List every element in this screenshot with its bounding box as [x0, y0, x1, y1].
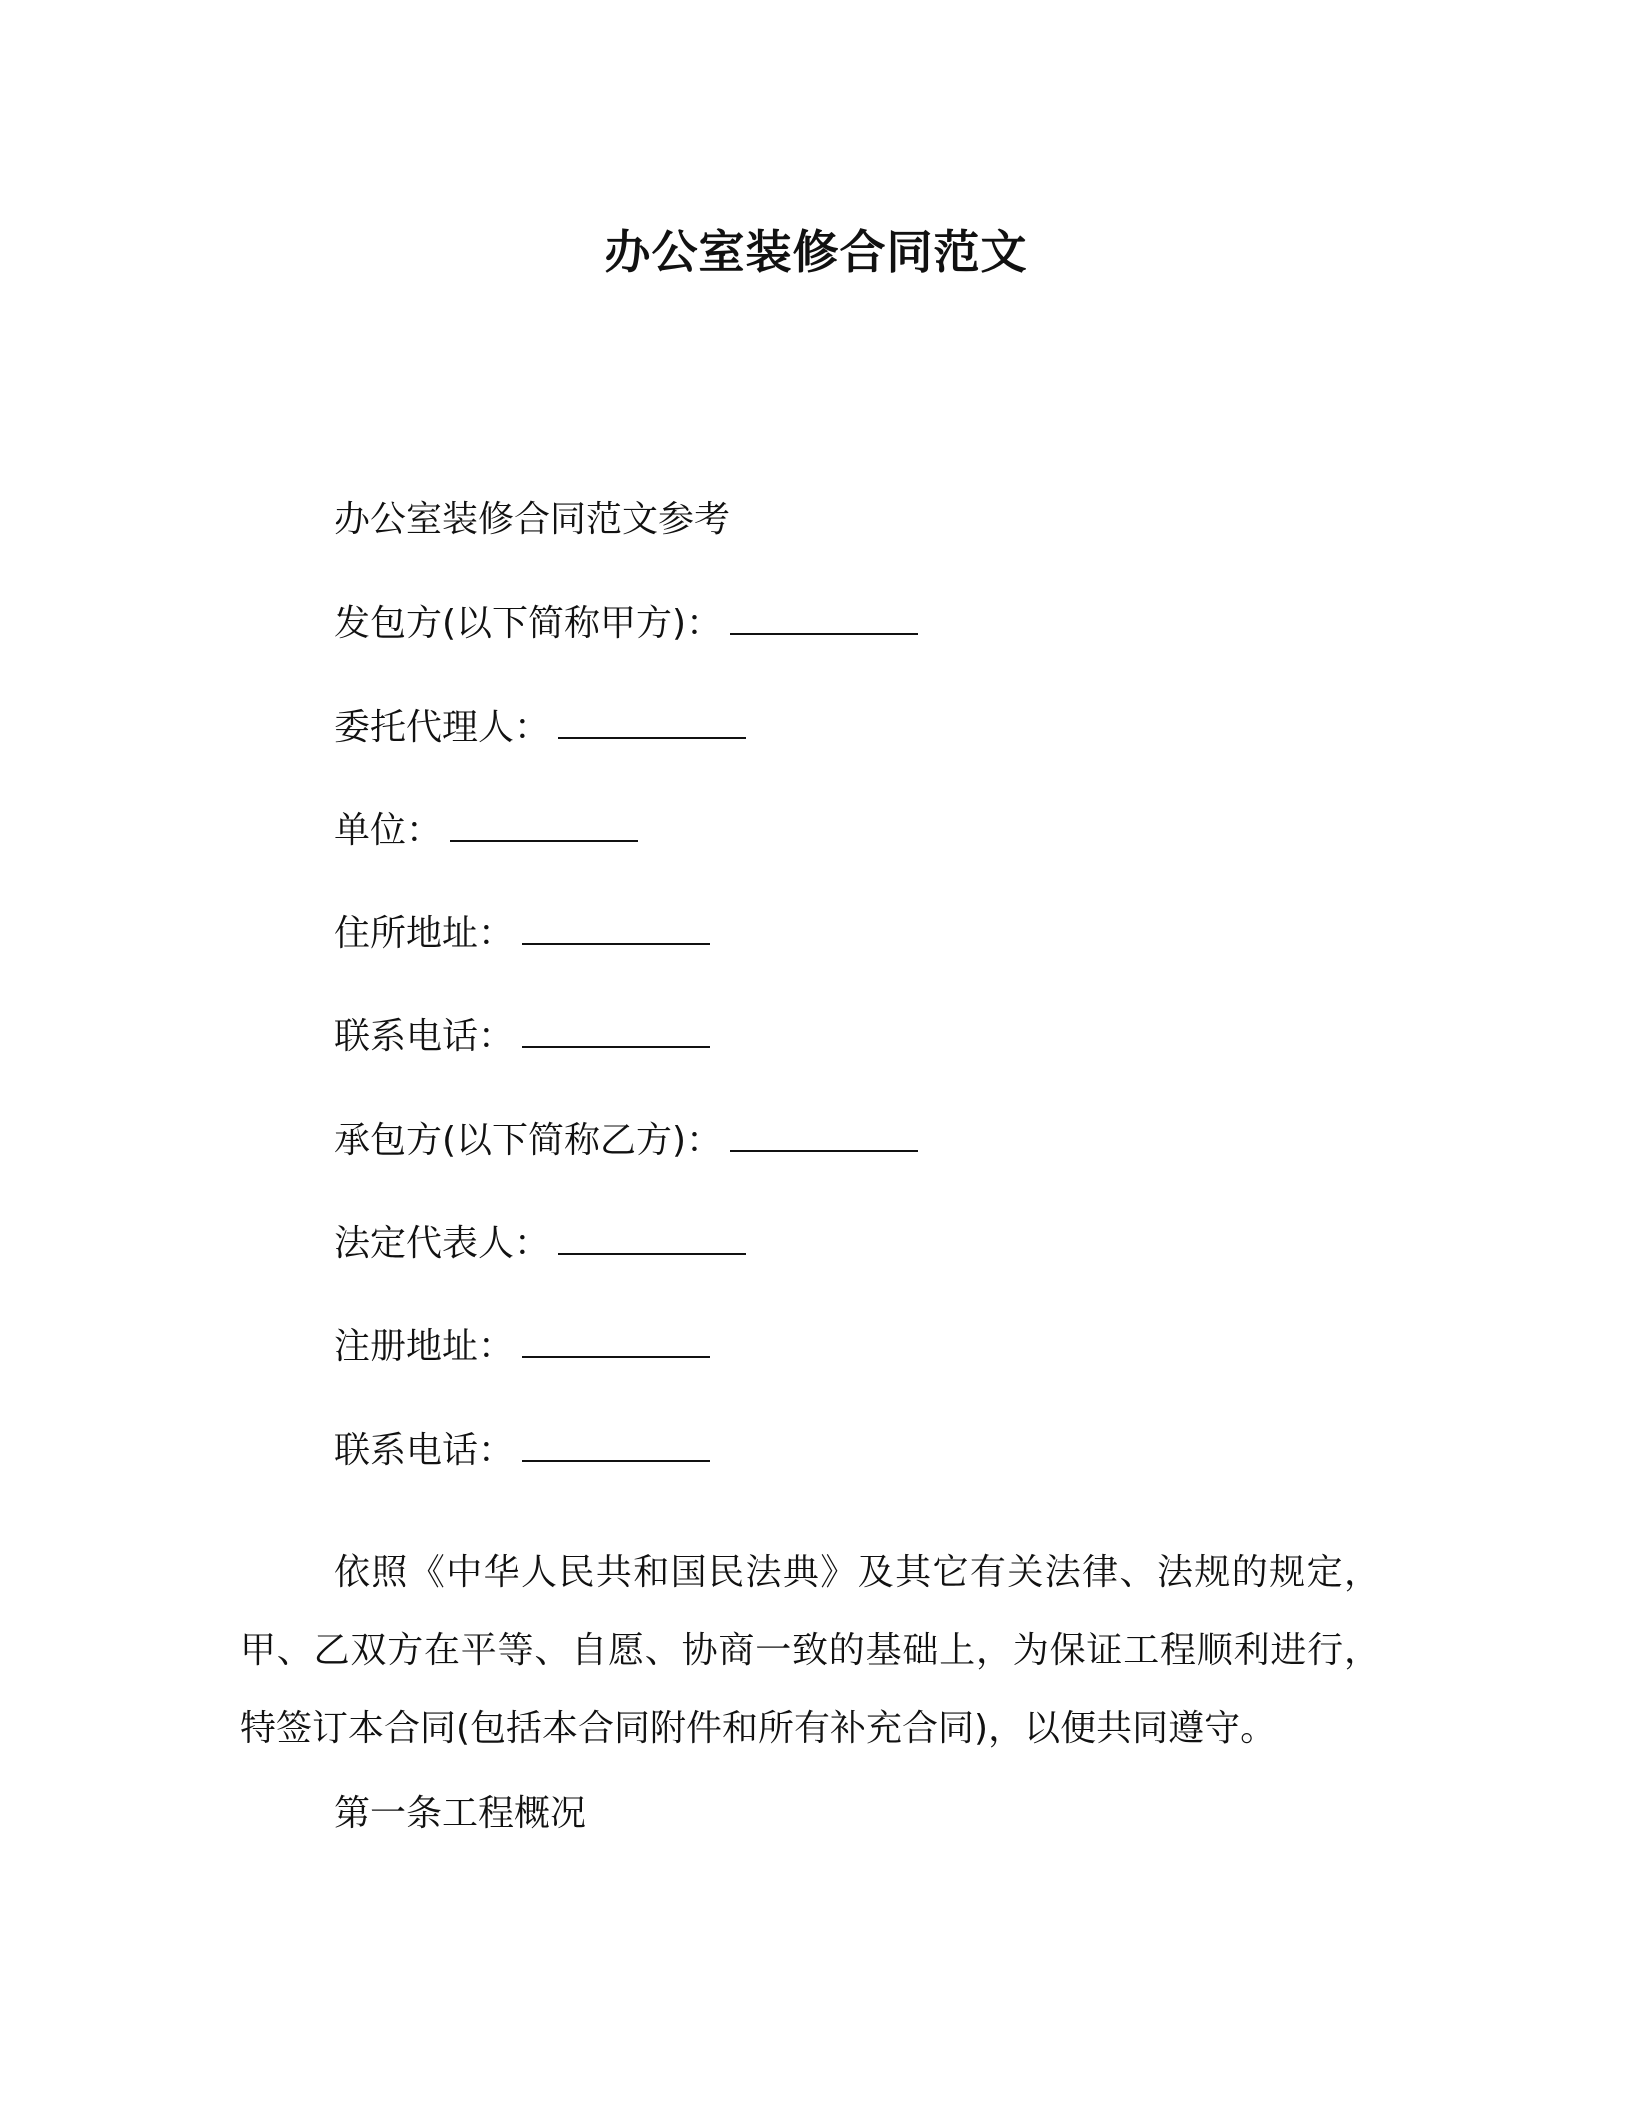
fill-blank [522, 1016, 710, 1048]
intro-paragraph: 依照《中华人民共和国民法典》及其它有关法律、法规的规定，甲、乙双方在平等、自愿、协商一致的基础上，为保证工程顺利进行，特签订本合同(包括本合同附件和所有补充合同)，以便共同遵守。 [240, 1552, 1380, 1749]
field-label: 联系电话： [334, 1016, 515, 1057]
field-label: 法定代表人： [334, 1223, 551, 1264]
fill-blank [450, 810, 638, 842]
field-contractor-representative [334, 1220, 746, 1268]
field-client-address [334, 910, 710, 958]
field-label: 住所地址： [334, 913, 515, 954]
field-client [334, 600, 918, 648]
field-label: 注册地址： [334, 1326, 515, 1367]
document-title: 办公室装修合同范文 [604, 225, 1028, 279]
fill-blank [730, 603, 918, 635]
fill-blank [730, 1120, 918, 1152]
field-label: 发包方(以下简称甲方)： [334, 603, 723, 644]
field-contractor [334, 1117, 918, 1165]
field-client-unit [334, 807, 638, 855]
document-subtitle: 办公室装修合同范文参考 [334, 499, 731, 540]
field-label: 联系电话： [334, 1430, 515, 1471]
field-contractor-phone [334, 1427, 710, 1475]
field-contractor-address [334, 1323, 710, 1371]
fill-blank [558, 707, 746, 739]
field-label: 委托代理人： [334, 707, 551, 748]
fill-blank [522, 1326, 710, 1358]
field-label: 承包方(以下简称乙方)： [334, 1120, 723, 1161]
fill-blank [522, 1430, 710, 1462]
field-client-agent [334, 704, 746, 752]
fill-blank [522, 913, 710, 945]
field-client-phone [334, 1013, 710, 1061]
section-heading: 第一条工程概况 [334, 1793, 587, 1834]
field-label: 单位： [334, 810, 443, 851]
fill-blank [558, 1223, 746, 1255]
